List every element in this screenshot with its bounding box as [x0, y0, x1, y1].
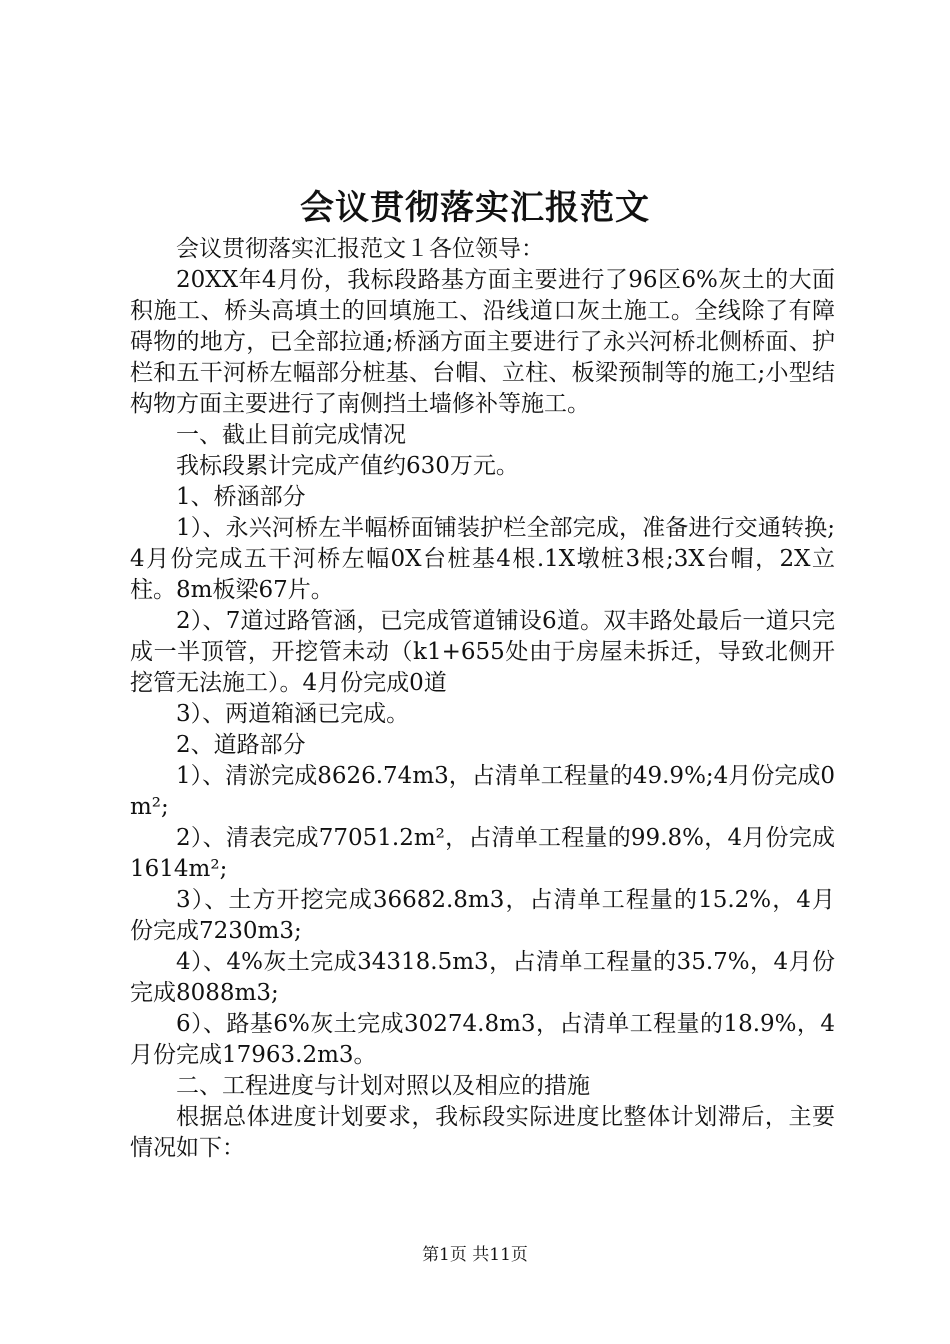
section-heading-schedule: 二、工程进度与计划对照以及相应的措施: [176, 1073, 590, 1099]
subsection-heading-roads: 2、道路部分: [176, 732, 306, 758]
document-body: [130, 234, 835, 1164]
list-item-road-4: 4）、4%灰土完成34318.5m3，占清单工程量的35.7%，4月份完成8088m3;: [130, 949, 835, 1006]
list-item-road-1: 1）、清淤完成8626.74m3，占清单工程量的49.9%;4月份完成0m²;: [130, 763, 835, 820]
paragraph-schedule-status: 根据总体进度计划要求，我标段实际进度比整体计划滞后，主要情况如下：: [130, 1104, 835, 1161]
subsection-heading-bridges: 1、桥涵部分: [176, 484, 306, 510]
section-heading-progress: 一、截止目前完成情况: [176, 422, 406, 448]
paragraph-output-value: 我标段累计完成产值约630万元。: [176, 453, 519, 479]
list-item-bridge-2: 2）、7道过路管涵，已完成管道铺设6道。双丰路处最后一道只完成一半顶管，开挖管未动（k1+655处由于房屋未拆迁，导致北侧开挖管无法施工）。4月份完成0道: [130, 608, 835, 696]
page-title: 会议贯彻落实汇报范文: [300, 188, 650, 228]
list-item-road-2: 2）、清表完成77051.2m²，占清单工程量的99.8%，4月份完成1614m²;: [130, 825, 835, 882]
page-footer: 第1页 共11页: [422, 1245, 528, 1265]
paragraph-summary: 20XX年4月份，我标段路基方面主要进行了96区6%灰土的大面积施工、桥头高填土的回填施工、沿线道口灰土施工。全线除了有障碍物的地方，已全部拉通;桥涵方面主要进行了永兴河桥北侧桥面、护栏和五干河桥左幅部分桩基、台帽、立柱、板梁预制等的施工;小型结构物方面主要进行了南侧挡土墙修补等施工。: [130, 267, 835, 417]
paragraph-salutation: 会议贯彻落实汇报范文１各位领导：: [176, 236, 544, 262]
list-item-road-6: 6）、路基6%灰土完成30274.8m3，占清单工程量的18.9%，4月份完成17963.2m3。: [130, 1011, 835, 1068]
list-item-bridge-3: 3）、两道箱涵已完成。: [176, 701, 410, 727]
list-item-bridge-1: 1）、永兴河桥左半幅桥面铺装护栏全部完成，准备进行交通转换;4月份完成五干河桥左幅0X台桩基4根.1X墩桩3根;3X台帽，2X立柱。8m板梁67片。: [130, 515, 835, 603]
list-item-road-3: 3）、土方开挖完成36682.8m3，占清单工程量的15.2%，4月份完成7230m3;: [130, 887, 835, 944]
